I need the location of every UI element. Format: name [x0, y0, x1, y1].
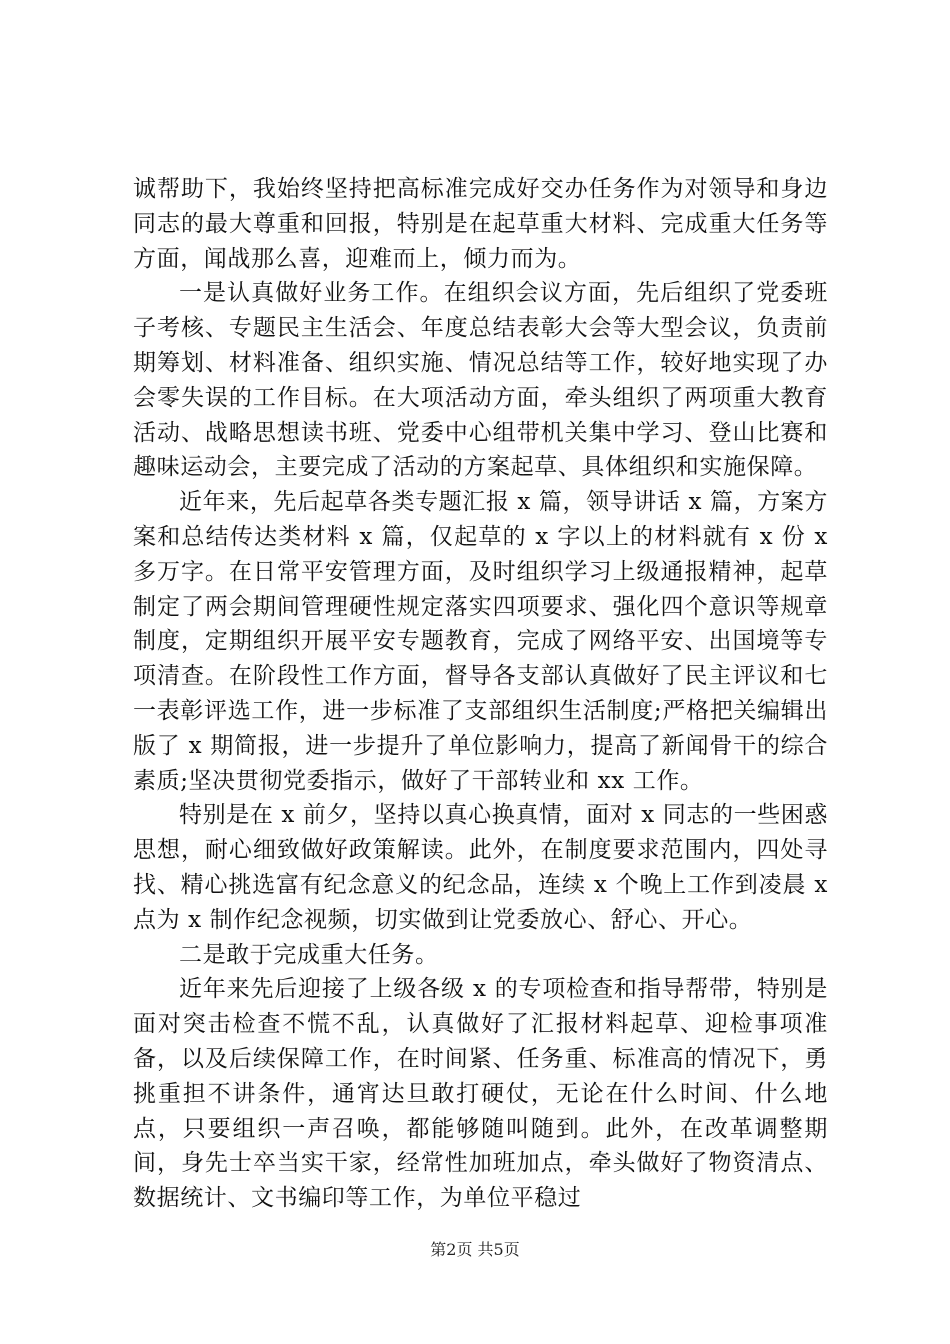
- document-body: [133, 172, 828, 1216]
- paragraph-6: 近年来先后迎接了上级各级 x 的专项检查和指导帮带，特别是面对突击检查不慌不乱，认真做好了汇报材料起草、迎检事项准备，以及后续保障工作，在时间紧、任务重、标准高的情况下，勇挑重担不讲条件，通宵达旦敢打硬仗，无论在什么时间、什么地点，只要组织一声召唤，都能够随叫随到。此外，在改革调整期间，身先士卒当实干家，经常性加班加点，牵头做好了物资清点、数据统计、文书编印等工作，为单位平稳过: [133, 976, 828, 1212]
- paragraph-5: 二是敢于完成重大任务。: [179, 941, 439, 968]
- page-footer: 第2页 共5页: [430, 1240, 520, 1259]
- paragraph-2: 一是认真做好业务工作。在组织会议方面，先后组织了党委班子考核、专题民主生活会、年度总结表彰大会等大型会议，负责前期筹划、材料准备、组织实施、情况总结等工作，较好地实现了办会零失误的工作目标。在大项活动方面，牵头组织了两项重大教育活动、战略思想读书班、党委中心组带机关集中学习、登山比赛和趣味运动会，主要完成了活动的方案起草、具体组织和实施保障。: [133, 280, 828, 481]
- paragraph-4: 特别是在 x 前夕，坚持以真心换真情，面对 x 同志的一些困惑思想，耐心细致做好政策解读。此外，在制度要求范围内，四处寻找、精心挑选富有纪念意义的纪念品，连续 x 个晚上工作到凌晨 x 点为 x 制作纪念视频，切实做到让党委放心、舒心、开心。: [133, 802, 828, 933]
- paragraph-1: 诚帮助下，我始终坚持把高标准完成好交办任务作为对领导和身边同志的最大尊重和回报，特别是在起草重大材料、完成重大任务等方面，闻战那么喜，迎难而上，倾力而为。: [133, 176, 828, 272]
- paragraph-3: 近年来，先后起草各类专题汇报 x 篇，领导讲话 x 篇，方案方案和总结传达类材料 x 篇，仅起草的 x 字以上的材料就有 x 份 x 多万字。在日常平安管理方面，及时组织学习上级通报精神，起草制定了两会期间管理硬性规定落实四项要求、强化四个意识等规章制度，定期组织开展平安专题教育，完成了网络平安、出国境等专项清查。在阶段性工作方面，督导各支部认真做好了民主评议和七一表彰评选工作，进一步标准了支部组织生活制度;严格把关编辑出版了 x 期简报，进一步提升了单位影响力，提高了新闻骨干的综合素质;坚决贯彻党委指示，做好了干部转业和 xx 工作。: [133, 489, 828, 794]
